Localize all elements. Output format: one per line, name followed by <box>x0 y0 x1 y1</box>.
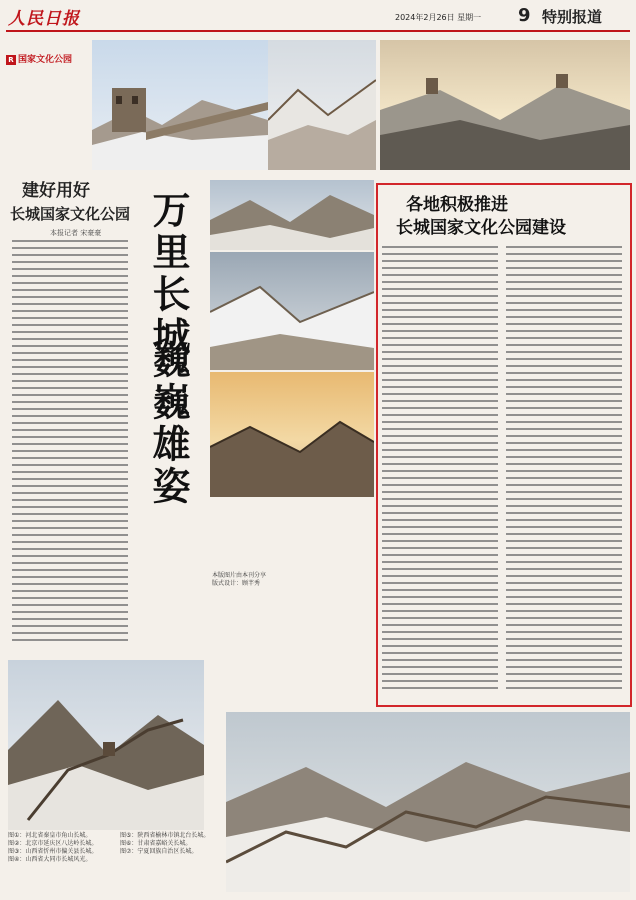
left-headline-2: 长城国家文化公园 <box>10 205 131 223</box>
sunset-wall-scene <box>380 40 630 170</box>
featured-article-col1 <box>382 246 498 694</box>
snowy-ridge-scene <box>268 40 376 170</box>
left-byline: 本报记者 宋豪豪 <box>50 229 102 237</box>
bottom-left-scene <box>8 660 204 830</box>
page-number: 9 <box>518 5 531 26</box>
vertical-title-line2: 巍巍雄姿 <box>146 340 191 508</box>
masthead <box>0 0 636 30</box>
photo-snowy-ridge <box>268 40 376 170</box>
panorama-scene <box>226 712 630 892</box>
issue-date: 2024年2月26日 星期一 <box>395 13 482 22</box>
center-dusk-scene <box>210 372 374 497</box>
column-tag <box>6 52 72 65</box>
left-headline-1: 建好用好 <box>22 181 90 201</box>
caption-left: 图①：河北省秦皇市角山长城。 图②：北京市延庆区八达岭长城。 图③：山西省忻州市偏关县长城。 图④：山西省大同市长城风光。 <box>8 832 98 863</box>
center-snow-scene <box>210 252 374 370</box>
photo-sunset-wall <box>380 40 630 170</box>
photo-center-snow <box>210 252 374 370</box>
section-title: 特别报道 <box>542 8 603 26</box>
center-ridge-scene <box>210 180 374 250</box>
watchtower-scene <box>92 40 268 170</box>
photo-center-dusk <box>210 372 374 497</box>
left-article-body <box>12 240 128 646</box>
photo-center-ridge <box>210 180 374 250</box>
photo-watchtower <box>92 40 268 170</box>
column-tag-box: R <box>6 55 16 65</box>
newspaper-logo: 人民日报 <box>8 9 80 29</box>
featured-headline-2: 长城国家文化公园建设 <box>396 218 566 238</box>
photo-credit: 本版图片由本刊分享 版式设计：顾芊秀 <box>212 572 267 587</box>
photo-bottom-panorama <box>226 712 630 892</box>
photo-bottom-left <box>8 660 204 830</box>
caption-mid: 图⑤：陕西省榆林市镇北台长城。 图⑥：甘肃省嘉峪关长城。 图⑦：宁夏回族自治区长城。 <box>120 832 210 855</box>
featured-headline-1: 各地积极推进 <box>406 195 508 215</box>
vertical-title-line1: 万里长城 <box>146 190 191 358</box>
column-tag-label: 国家文化公园 <box>18 55 73 65</box>
header-rule <box>6 30 630 32</box>
featured-article-col2 <box>506 246 622 694</box>
